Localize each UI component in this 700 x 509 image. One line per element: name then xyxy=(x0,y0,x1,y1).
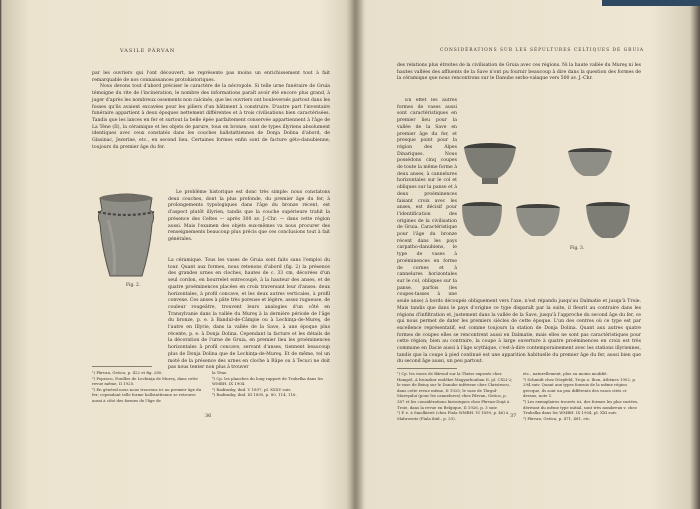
left-running-header: VASILE PÂRVAN xyxy=(120,48,176,54)
right-footnotes-col1 xyxy=(397,371,513,421)
left-intro-text xyxy=(92,71,330,151)
left-lower-text xyxy=(92,258,330,372)
left-paragraph-2: Nous devons tout d'abord préciser le caractère de la nécropole. Si telle urne funéraire de Gruia témoigne du rite de l'incinération, le nombre des informations paraît avoir été encore plus grand, à juger d'après les nombreux ossements non calcinés, que les ouvriers ont bouleversés partout dans les fosses qu'ils avaient excavées pour les piliers d'un bâtiment à construire. D'autre part l'inventaire funéraire appartient à deux époques nettement différentes et à trois civilisations bien caractérisées. Tandis que les lances en fer et surtout la belle épée parfaitement conservée appartiennent à l'âge de La Tène (II), la céramique et les objets de parure, tous en bronze, sont de types illyriens absolument identiques avec ceux constatés dans les couches hallstattiennes de Donja Dolina d'abord, de Glasinac, Jezerine, etc., en second lieu. Certaines formes enfin sont de facture géto-danubienne, toujours du premier âge du fer. xyxy=(92,84,330,150)
footnote: ⁴) Les exemplaires trouvés ici, des formes les plus variées, dérivant du même type initial, sont très nombreux v. chez Truhelka dans les WMBH. IX 1904, pl. XXI suiv. xyxy=(523,398,639,416)
footnote: ⁴) Cp. les planches du long rapport de Truhelka dans les WMBH. IX 1904. xyxy=(212,375,324,387)
footnote: etc., naturellement, plus ou moins modifié. xyxy=(523,371,608,376)
left-footnote-rule xyxy=(92,366,152,367)
footnote: ³) En général nous nous trouvons ici au premier âge du fer; cependant telle forme hallstattienne se retrouve aussi à côté des formes de l'âge de xyxy=(92,386,202,403)
left-paragraph-1: par les ouvriers qui l'ont découvert, ne représente pas moins un enrichissement tout à fait remarquable de nos connaissances protohistoriques. xyxy=(92,71,330,83)
left-column-text xyxy=(168,190,330,244)
left-paragraph-4: La céramique. Tous les vases de Gruia sont faits sans l'emploi du tour. Quant aux formes, nous retenons d'abord (fig. 2) la présence des grandes urnes en cloches, hautes de c. 33 cm, décorées d'un seul cordon, en bourrelet entrecoupé, à la hauteur des anses, et de quatre proéminences placées en croix traversant leur d'anses: deux horizontales, à profil concave, et les deux autres verticales, à profil convexe. Ces anses à pâte très poreuse et légère, assez rugueuse, de couleur rougeâtre, trouvent leurs analogies d'un côté en Transylvanie dans la vallée du Mureş à la dernière période de l'âge du bronze, p. e. à Bandul-de-Câmpie ou à Lechinţa-de-Mureş, de l'autre en Illyrie, dans la vallée de la Save, à une époque plus récente, p. e. à Donja Dolina. Cependant la facture et les détails de la décoration de l'urne de Gruia, en premier lieu les proéminences horizontales à profil concave, servant d'anses, tiennent beaucoup plus de Donja Dolina que de Lechinţa-de-Mureş. Et de même, tel un moté de la présence des urnes en cloche à Râpe ou à Tecuci ne doit pas nous tenter non plus à trouver xyxy=(168,258,330,371)
footnote: ⁵) Pârvan, Getica, p. 471, 481, etc. xyxy=(523,415,591,421)
right-page xyxy=(360,0,700,509)
right-paragraph-2: En effet les autres formes de vases aussi sont caractéristiques en premier lieu pour la vallée de la Save en premier âge du fer, et presque point pour la région des Alpes Dinariques. Nous possédons cinq coupes de toute la même forme à deux anses, à cannelures horizontales sur le col et obliques sur la panse et à deux proéminences faisant croix avec les anses, est décisif pour l'identification des origines de la civilisation de Gruia. Caractéristique pour l'âge du bronze récent dans les pays carpatho-danubiens, le type de vases à proéminences en forme de cornes et à cannelures horizontales sur le col, obliques sur la panse, parfois (les coupes-tasses à une seule anse) à bords découpés obliquement vers l'axe, n'est répandu jusqu'au Dalmatie et jusqu'à Troie. Mais tandis que dans le pays d'origine ce type disparaît par la suite, il fleurit au contraire dans les régions d'infiltration et, justement dans la vallée de la Save, jusqu'à l'approche du second âge du fer, ce qui nous permet de dater les premiers siècles de cette époque. L'un des centres où ce type est par excellence représentatif, est comme toujours la station de Donja Dolina. Quant aux autres quatre formes de coupes elles se rencontrent aussi en Dalmatie, mais elles ne sont pas caractéristiques pour cette région; bien au contraire, la coupe à large ouverture à quatre proéminences en croix est très commune en Dacie aussi à l'âge scythique, c'est-à-dire contemporainement avec les stations illyriennes, tandis que la coupe à pied continué est une apparition habituelle du premier âge du fer, aussi bien que du second âge aussi, un peu partout. xyxy=(397,98,641,365)
right-paragraph-1: des relations plus étroites de la civilisation de Gruia avec ces régions. Ni la haute vallée du Mureş ni les hautes vallées des affluents de la Save n'ont pu fournir beaucoup à dire dans la question des formes de la céramique que nous rencontrons sur le Danube serbo-valaque vers 500 av. J.-Chr. xyxy=(397,63,641,82)
footnote: ³) Schmidt chez Dörpfeld, Troja u. Ilion, Athènes 1902, p. 294 suiv. Quant aux types fournis de la même région grecque, ils sont un peu différents des vases cités ci-dessus, note 1. xyxy=(523,376,637,399)
left-figure-caption: Fig. 2. xyxy=(126,283,141,288)
left-footnotes-col2 xyxy=(212,370,330,398)
footnote: ²) Popescu, Fouilles de Lechinţa de Mureş, dans cette revue même, II 1925. xyxy=(92,375,198,387)
footnote: la Tène. xyxy=(212,370,228,375)
right-footnotes-col2 xyxy=(523,371,641,421)
footnote: ⁵) Radimsky, ibid. V 1897, pl. XXXV suiv. xyxy=(212,386,292,392)
footnote: ⁶) Radimsky, ibid. III 1895, p. 80, 114, 116. xyxy=(212,392,297,398)
right-page-number: 37 xyxy=(510,413,517,419)
right-body-text xyxy=(397,98,641,370)
footnote: ²) P. e. à Smolkiewt (chez Fiala WMBH. VI 1899, p. 46) à Mahrowitz (Fiala ibid., p. 33). xyxy=(397,410,509,421)
right-footnote-rule xyxy=(397,368,457,369)
footnote: ¹) Cp. les vases de Bârsud sur la Theiss exposés chez Hampel, A bronzkor emlékei Magyarhonban II, pl. CXLI-2; le vase de Beiuş sur le Danube inférieur chez Christescu, dans cette revue même, II 1925; le vase de Târgul-Mureşului (pour les cannelures) chez Pârvan, Getica, p. 387 et les considérations historiques chez Pârvan-Duţă à Troie, dans la revue en Belgique, II 1926, p. 3 suiv. xyxy=(397,371,513,410)
right-figure-caption: Fig. 3. xyxy=(570,246,585,251)
right-running-header: CONSIDÉRATIONS SUR LES SÉPULTURES CELTIQUES DE GRUIA xyxy=(440,48,645,53)
footnote: ¹) Pârvan, Getica, p. 422 et fig. 280. xyxy=(92,370,163,375)
left-paragraph-3: Le problème historique est donc très simple: nous constatons deux couches, dont la plus profonde, du premier âge du fer, à prolongements typologiques dans l'âge du bronze récent, est d'aspect plutôt illyrien, tandis que la couche supérieure trahit la présence des Celtes — après 300 av. J.-Chr. — dans cette région aussi. Mais l'examen des objets eux-mêmes va nous procurer des renseignements beaucoup plus précis que ces conclusions tout à fait générales. xyxy=(168,190,330,242)
urn-rim xyxy=(100,194,152,202)
right-intro-text xyxy=(397,63,641,83)
left-page-number: 36 xyxy=(205,413,212,419)
left-footnotes-col1 xyxy=(92,370,204,404)
